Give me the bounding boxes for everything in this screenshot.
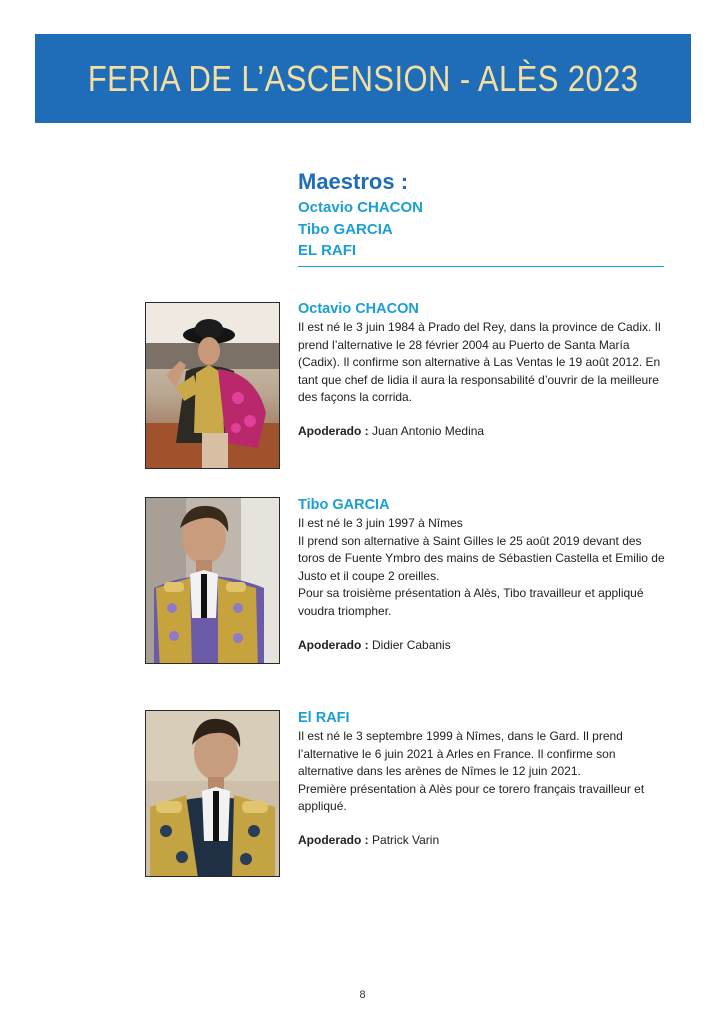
torero-name: Octavio CHACON	[298, 301, 419, 317]
torero-bio	[298, 515, 666, 621]
maestro-name: Octavio CHACON	[298, 199, 424, 216]
torero-text-rafi	[298, 709, 666, 849]
maestro-name: Tibo GARCIA	[298, 220, 393, 238]
bio-paragraph: Première présentation à Alès pour ce torero français travailleur et appliqué.	[298, 781, 645, 814]
bio-paragraph: Il prend son alternative à Saint Gilles le 25 août 2019 devant des toros de Fuente Ymbro des mains de Sébastien Castella et Emilio de Justo et il coupe 2 oreilles.	[298, 533, 665, 583]
apoderado-value: Patrick Varin	[372, 832, 440, 847]
torero-bio	[298, 319, 666, 407]
apoderado-value: Didier Cabanis	[372, 637, 451, 652]
apoderado-label: Apoderado :	[298, 423, 369, 438]
header-banner	[35, 34, 691, 123]
torero-photo-rafi	[145, 710, 280, 877]
bio-paragraph: Il est né le 3 septembre 1999 à Nîmes, dans le Gard. Il prend l’alternative le 6 juin 2021 à Arles en France. Il confirme son alternative dans les arènes de Nîmes le 12 juin 2021.	[298, 729, 623, 779]
maestros-heading: Maestros :	[298, 169, 409, 194]
bio-paragraph: Il est né le 3 juin 1984 à Prado del Rey, dans la province de Cadix. Il prend l’alternative le 28 février 2004 au Puerto de Santa María (Cadix). Il confirme son alternative à Las Ventas le 19 août 2012. En tant que chef de lidia il aura la responsabilité d’ouvrir de la meilleure des façons la corrida.	[298, 320, 661, 405]
torero-portrait-icon	[146, 711, 279, 877]
maestros-list	[298, 197, 423, 262]
apoderado-line	[298, 637, 666, 654]
page-number: 8	[359, 989, 366, 1001]
torero-photo-garcia	[145, 497, 280, 664]
page-title: FERIA DE L’ASCENSION - ALÈS 2023	[87, 57, 639, 99]
torero-photo-chacon	[145, 302, 280, 469]
apoderado-line	[298, 832, 666, 849]
apoderado-line	[298, 423, 666, 440]
maestros-block	[298, 169, 423, 262]
section-divider	[298, 266, 664, 267]
apoderado-label: Apoderado :	[298, 637, 369, 652]
apoderado-value: Juan Antonio Medina	[372, 423, 485, 438]
torero-portrait-icon	[146, 498, 279, 664]
bio-paragraph: Pour sa troisième présentation à Alès, Tibo travailleur et appliqué voudra triompher.	[298, 586, 644, 618]
torero-name: El RAFI	[298, 710, 350, 726]
apoderado-label: Apoderado :	[298, 832, 369, 847]
torero-name: Tibo GARCIA	[298, 497, 390, 513]
maestro-name: EL RAFI	[298, 242, 357, 259]
bio-paragraph: Il est né le 3 juin 1997 à Nîmes	[298, 516, 463, 530]
torero-text-chacon	[298, 300, 666, 440]
torero-text-garcia	[298, 496, 666, 654]
torero-bio	[298, 728, 666, 816]
torero-portrait-icon	[146, 303, 279, 468]
